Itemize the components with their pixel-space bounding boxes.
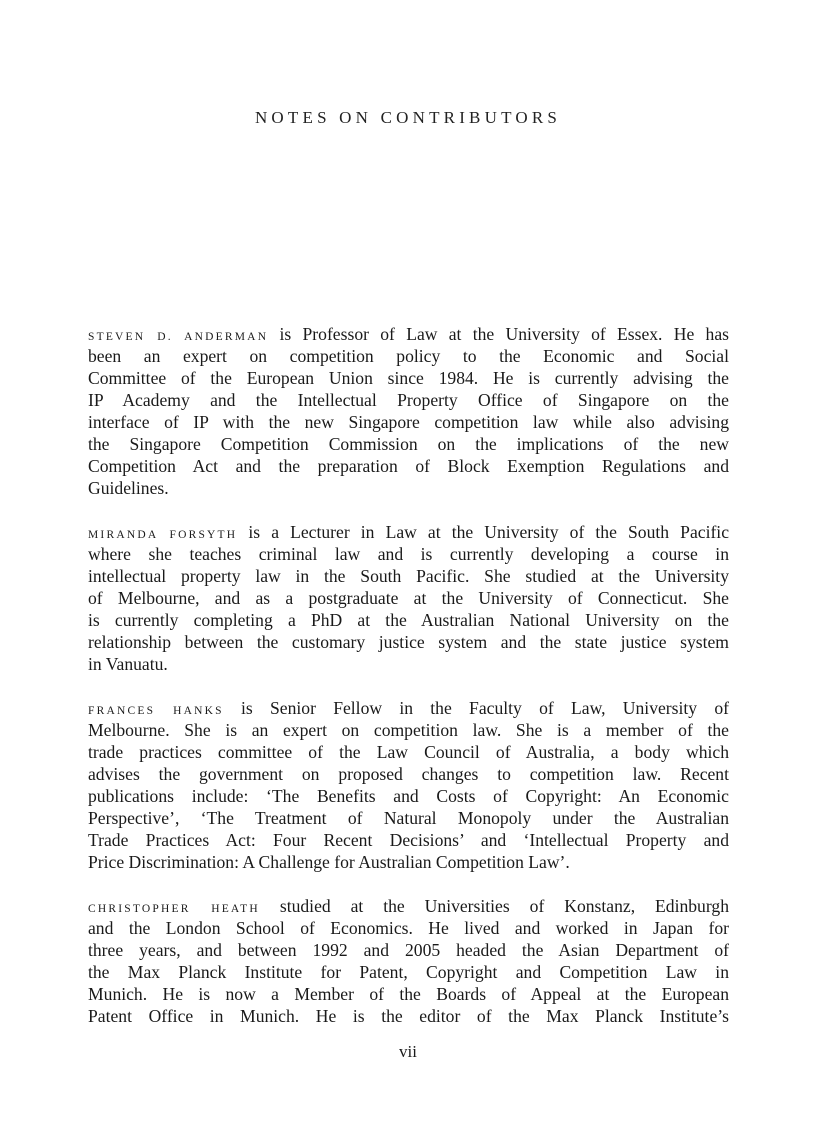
contributor-name: FRANCES HANKS [88,705,224,717]
text-line: of Melbourne, and as a postgraduate at the University of Connecticut. She [88,588,729,608]
text-line: is currently completing a PhD at the Australian National University on the [88,610,729,630]
text-line [88,697,729,719]
text-line: Patent Office in Munich. He is the editor of the Max Planck Institute’s [88,1006,729,1026]
text-line: relationship between the customary justice system and the state justice system [88,632,729,652]
text-line-content: is a Lecturer in Law at the University of the South Pacific [237,522,730,542]
text-line: interface of IP with the new Singapore competition law while also advising [88,412,729,432]
contributor-entry [88,895,729,1027]
text-line: Melbourne. She is an expert on competition law. She is a member of the [88,720,729,740]
text-line: Trade Practices Act: Four Recent Decisions’ and ‘Intellectual Property and [88,830,729,850]
text-line: trade practices committee of the Law Council of Australia, a body which [88,742,729,762]
text-line: where she teaches criminal law and is currently developing a course in [88,544,729,564]
text-line-content: is Senior Fellow in the Faculty of Law, University of [223,698,729,718]
text-line: advises the government on proposed changes to competition law. Recent [88,764,729,784]
text-line: and the London School of Economics. He lived and worked in Japan for [88,918,729,938]
text-line-content: is Professor of Law at the University of Essex. He has [268,324,730,344]
text-line [88,323,729,345]
contributor-name: MIRANDA FORSYTH [88,529,238,541]
contributor-entry [88,521,729,675]
text-line: Munich. He is now a Member of the Boards of Appeal at the European [88,984,729,1004]
text-line: in Vanuatu. [88,654,168,674]
contributor-name: STEVEN D. ANDERMAN [88,331,269,343]
text-line: Committee of the European Union since 1984. He is currently advising the [88,368,729,388]
text-line: the Singapore Competition Commission on the implications of the new [88,434,729,454]
text-line: IP Academy and the Intellectual Property Office of Singapore on the [88,390,729,410]
page-number: vii [399,1042,417,1061]
text-line: Perspective’, ‘The Treatment of Natural Monopoly under the Australian [88,808,729,828]
text-line [88,521,729,543]
text-line: Guidelines. [88,478,169,498]
text-line-content: studied at the Universities of Konstanz, Edinburgh [259,896,729,916]
page-title: NOTES ON CONTRIBUTORS [254,108,562,127]
text-line: been an expert on competition policy to the Economic and Social [88,346,729,366]
text-line: Competition Act and the preparation of Block Exemption Regulations and [88,456,729,476]
contributor-name: CHRISTOPHER HEATH [88,903,260,915]
text-line: intellectual property law in the South Pacific. She studied at the University [88,566,729,586]
text-line: the Max Planck Institute for Patent, Copyright and Competition Law in [88,962,729,982]
text-line: three years, and between 1992 and 2005 headed the Asian Department of [88,940,729,960]
text-line: publications include: ‘The Benefits and Costs of Copyright: An Economic [88,786,729,806]
contributor-entry [88,697,729,873]
contributor-entry [88,323,729,499]
text-line: Price Discrimination: A Challenge for Australian Competition Law’. [88,852,570,872]
text-line [88,895,729,917]
